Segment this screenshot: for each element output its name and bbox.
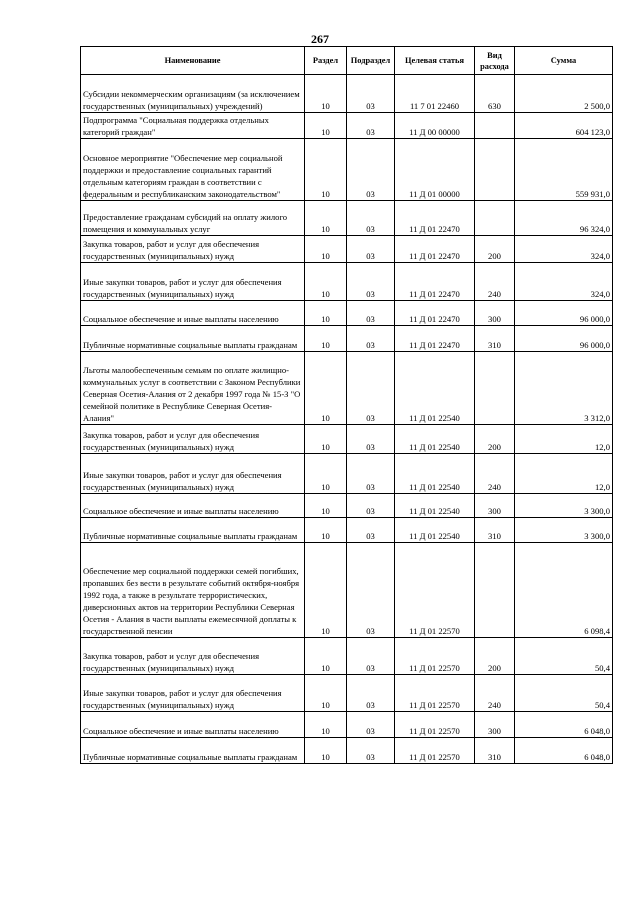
table-row [81,75,613,113]
table-row [81,352,613,425]
table-row [81,425,613,454]
cell-name: Публичные нормативные социальные выплаты гражданам [81,518,305,543]
cell-article: 11 Д 01 22470 [395,263,475,301]
cell-subsection: 03 [347,738,395,764]
table-row [81,236,613,263]
header-subsection: Подраздел [347,47,395,75]
page-number: 267 [311,32,329,46]
table-row [81,301,613,326]
cell-subsection: 03 [347,712,395,738]
cell-sum: 50,4 [515,675,613,712]
cell-expense: 240 [475,454,515,494]
cell-article: 11 Д 01 22570 [395,712,475,738]
cell-name: Социальное обеспечение и иные выплаты населению [81,712,305,738]
cell-sum: 3 300,0 [515,518,613,543]
cell-subsection: 03 [347,113,395,139]
cell-section: 10 [305,263,347,301]
table-row [81,113,613,139]
cell-name: Публичные нормативные социальные выплаты гражданам [81,326,305,352]
cell-name: Иные закупки товаров, работ и услуг для обеспечения государственных (муниципальных) нужд [81,675,305,712]
table-row [81,675,613,712]
header-expense: Вид расхода [475,47,515,75]
cell-article: 11 Д 01 22470 [395,236,475,263]
cell-expense: 240 [475,675,515,712]
cell-sum: 559 931,0 [515,139,613,201]
table-row [81,201,613,236]
header-section: Раздел [305,47,347,75]
cell-name: Предоставление гражданам субсидий на оплату жилого помещения и коммунальных услуг [81,201,305,236]
cell-name: Обеспечение мер социальной поддержки семей погибших, пропавших без вести в результате событий октября-ноября 1992 года, а также в результате террористических, диверсионных актов на территории Республики Северная Осетия - Алания в части выплаты ежемесячной доплаты к государственной пенсии [81,543,305,638]
cell-article: 11 Д 01 22540 [395,425,475,454]
table-header-row [81,47,613,75]
cell-section: 10 [305,352,347,425]
cell-sum: 96 000,0 [515,326,613,352]
cell-name: Льготы малообеспеченным семьям по оплате жилищно-коммунальных услуг в соответствии с Законом Республики Северная Осетия-Алания от 2 декабря 1997 года № 15-З "О семейной политике в Республике Северная Осетия-Алания" [81,352,305,425]
table-row [81,494,613,518]
cell-subsection: 03 [347,638,395,675]
cell-subsection: 03 [347,201,395,236]
table-row [81,638,613,675]
cell-expense: 200 [475,638,515,675]
cell-subsection: 03 [347,425,395,454]
cell-name: Закупка товаров, работ и услуг для обеспечения государственных (муниципальных) нужд [81,236,305,263]
cell-section: 10 [305,425,347,454]
cell-article: 11 Д 01 22470 [395,301,475,326]
cell-expense: 200 [475,425,515,454]
cell-section: 10 [305,139,347,201]
cell-article: 11 Д 01 22470 [395,201,475,236]
cell-expense: 310 [475,738,515,764]
cell-article: 11 Д 01 22570 [395,675,475,712]
cell-expense: 630 [475,75,515,113]
cell-subsection: 03 [347,675,395,712]
cell-name: Социальное обеспечение и иные выплаты населению [81,494,305,518]
cell-name: Субсидии некоммерческим организациям (за исключением государственных (муниципальных) учреждений) [81,75,305,113]
cell-name: Социальное обеспечение и иные выплаты населению [81,301,305,326]
cell-expense: 310 [475,326,515,352]
table-row [81,518,613,543]
cell-name: Публичные нормативные социальные выплаты гражданам [81,738,305,764]
cell-sum: 6 048,0 [515,738,613,764]
cell-sum: 324,0 [515,263,613,301]
header-sum: Сумма [515,47,613,75]
cell-expense [475,113,515,139]
cell-section: 10 [305,712,347,738]
cell-subsection: 03 [347,454,395,494]
cell-section: 10 [305,638,347,675]
cell-name: Иные закупки товаров, работ и услуг для обеспечения государственных (муниципальных) нужд [81,454,305,494]
cell-sum: 3 312,0 [515,352,613,425]
cell-section: 10 [305,301,347,326]
cell-section: 10 [305,326,347,352]
header-article: Целевая статья [395,47,475,75]
cell-sum: 96 324,0 [515,201,613,236]
cell-article: 11 Д 01 22470 [395,326,475,352]
table-row [81,326,613,352]
cell-expense [475,352,515,425]
cell-subsection: 03 [347,301,395,326]
cell-expense: 300 [475,301,515,326]
cell-article: 11 Д 00 00000 [395,113,475,139]
cell-expense [475,543,515,638]
cell-article: 11 Д 01 22540 [395,454,475,494]
cell-expense: 200 [475,236,515,263]
cell-subsection: 03 [347,518,395,543]
cell-article: 11 Д 01 22570 [395,543,475,638]
cell-expense: 300 [475,494,515,518]
cell-subsection: 03 [347,543,395,638]
header-name: Наименование [81,47,305,75]
cell-article: 11 Д 01 22570 [395,638,475,675]
cell-sum: 6 048,0 [515,712,613,738]
cell-expense [475,201,515,236]
cell-subsection: 03 [347,236,395,263]
cell-sum: 2 500,0 [515,75,613,113]
cell-section: 10 [305,454,347,494]
cell-article: 11 Д 01 22540 [395,518,475,543]
cell-section: 10 [305,518,347,543]
cell-subsection: 03 [347,139,395,201]
table-row [81,263,613,301]
cell-sum: 50,4 [515,638,613,675]
cell-subsection: 03 [347,263,395,301]
cell-article: 11 7 01 22460 [395,75,475,113]
cell-section: 10 [305,201,347,236]
cell-expense: 300 [475,712,515,738]
cell-name: Закупка товаров, работ и услуг для обеспечения государственных (муниципальных) нужд [81,638,305,675]
cell-sum: 12,0 [515,454,613,494]
cell-subsection: 03 [347,75,395,113]
cell-section: 10 [305,75,347,113]
cell-section: 10 [305,543,347,638]
cell-section: 10 [305,738,347,764]
cell-name: Подпрограмма "Социальная поддержка отдельных категорий граждан" [81,113,305,139]
budget-table [80,46,613,764]
cell-subsection: 03 [347,352,395,425]
cell-sum: 3 300,0 [515,494,613,518]
cell-subsection: 03 [347,494,395,518]
cell-article: 11 Д 01 22570 [395,738,475,764]
cell-sum: 6 098,4 [515,543,613,638]
table-row [81,139,613,201]
cell-section: 10 [305,236,347,263]
cell-name: Закупка товаров, работ и услуг для обеспечения государственных (муниципальных) нужд [81,425,305,454]
cell-sum: 324,0 [515,236,613,263]
cell-section: 10 [305,113,347,139]
table-row [81,738,613,764]
table-row [81,712,613,738]
cell-name: Основное мероприятие "Обеспечение мер социальной поддержки и предоставление социальных гарантий отдельным категориям граждан в соответствии с федеральным и республиканским законодательством" [81,139,305,201]
cell-article: 11 Д 01 00000 [395,139,475,201]
cell-article: 11 Д 01 22540 [395,494,475,518]
cell-expense: 310 [475,518,515,543]
cell-section: 10 [305,494,347,518]
table-row [81,543,613,638]
table-row [81,454,613,494]
cell-name: Иные закупки товаров, работ и услуг для обеспечения государственных (муниципальных) нужд [81,263,305,301]
cell-section: 10 [305,675,347,712]
cell-sum: 96 000,0 [515,301,613,326]
cell-sum: 12,0 [515,425,613,454]
cell-subsection: 03 [347,326,395,352]
cell-expense: 240 [475,263,515,301]
cell-article: 11 Д 01 22540 [395,352,475,425]
cell-sum: 604 123,0 [515,113,613,139]
cell-expense [475,139,515,201]
